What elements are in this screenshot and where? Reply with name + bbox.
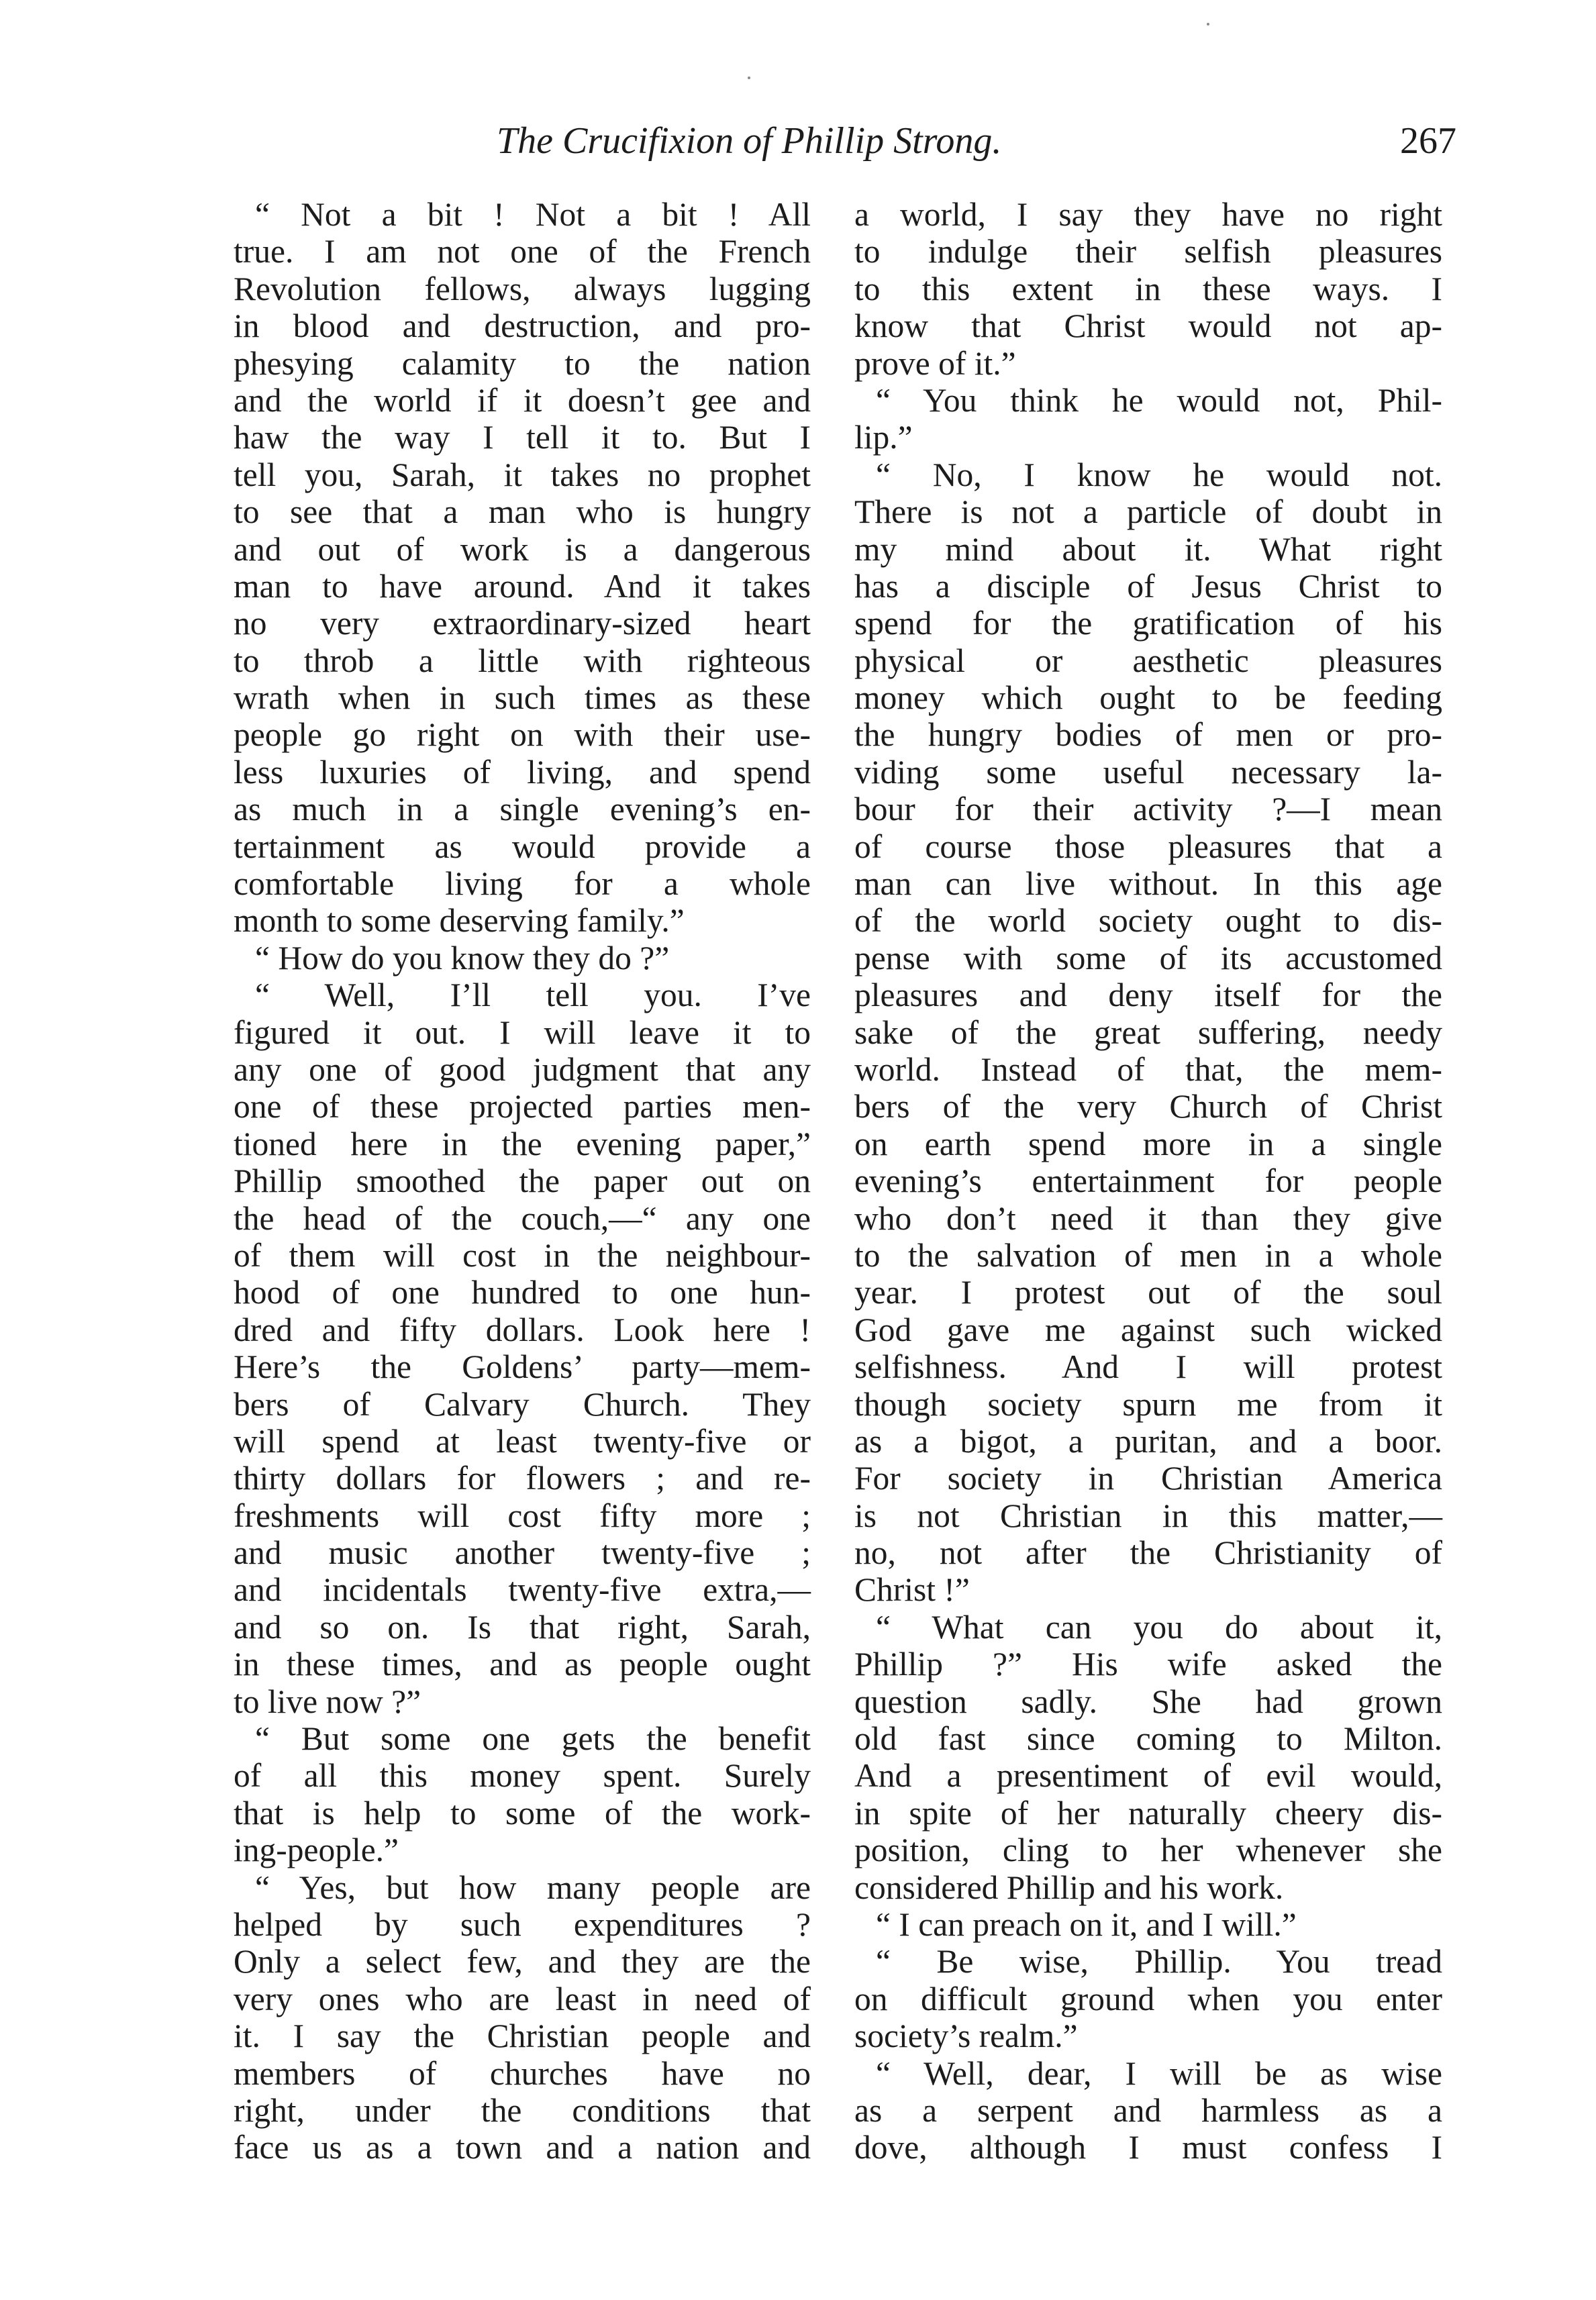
text-line: Christ !” bbox=[854, 1571, 970, 1609]
text-line: There is not a particle of doubt in bbox=[854, 493, 1442, 531]
text-line: members of churches have no bbox=[234, 2054, 811, 2092]
text-line: wrath when in such times as these bbox=[234, 679, 811, 717]
text-line: any one of good judgment that any bbox=[234, 1050, 811, 1088]
text-line: “ What can you do about it, bbox=[876, 1608, 1442, 1646]
text-line: evening’s entertainment for people bbox=[854, 1162, 1442, 1200]
text-line: pense with some of its accustomed bbox=[854, 939, 1442, 977]
text-line: “ Well, dear, I will be as wise bbox=[876, 2054, 1442, 2092]
text-line: Revolution fellows, always lugging bbox=[234, 270, 811, 307]
text-line: is not Christian in this matter,— bbox=[854, 1497, 1442, 1534]
text-line: man to have around. And it takes bbox=[234, 567, 811, 605]
text-line: And a presentiment of evil would, bbox=[854, 1757, 1442, 1795]
text-line: know that Christ would not ap- bbox=[854, 307, 1442, 345]
text-line: in spite of her naturally cheery dis- bbox=[854, 1794, 1442, 1832]
text-line: ing-people.” bbox=[234, 1832, 399, 1869]
text-line: phesying calamity to the nation bbox=[234, 344, 811, 382]
text-line: old fast since coming to Milton. bbox=[854, 1720, 1442, 1758]
text-line: to this extent in these ways. I bbox=[854, 270, 1442, 307]
text-line: bers of the very Church of Christ bbox=[854, 1088, 1442, 1126]
text-line: on earth spend more in a single bbox=[854, 1125, 1442, 1162]
text-line: figured it out. I will leave it to bbox=[234, 1013, 811, 1051]
text-line: that is help to some of the work- bbox=[234, 1794, 811, 1832]
text-line: in these times, and as people ought bbox=[234, 1646, 811, 1683]
running-head bbox=[497, 114, 1456, 168]
print-speck bbox=[748, 77, 750, 79]
text-line: tioned here in the evening paper,” bbox=[234, 1125, 811, 1162]
text-line: and the world if it doesn’t gee and bbox=[234, 381, 811, 419]
text-line: haw the way I tell it to. But I bbox=[234, 419, 811, 456]
text-line: to throb a little with righteous bbox=[234, 642, 811, 679]
text-line: people go right on with their use- bbox=[234, 716, 811, 754]
text-line: my mind about it. What right bbox=[854, 530, 1442, 568]
text-line: the hungry bodies of men or pro- bbox=[854, 716, 1442, 754]
text-line: Here’s the Goldens’ party—mem- bbox=[234, 1348, 811, 1386]
text-line: “ But some one gets the benefit bbox=[255, 1720, 811, 1758]
page-number: 267 bbox=[1400, 120, 1456, 162]
text-line: the head of the couch,—“ any one bbox=[234, 1199, 811, 1237]
text-line: Phillip smoothed the paper out on bbox=[234, 1162, 811, 1200]
text-line: “ Yes, but how many people are bbox=[255, 1868, 811, 1906]
text-line: very ones who are least in need of bbox=[234, 1980, 811, 2017]
running-title: The Crucifixion of Phillip Strong. bbox=[497, 120, 1002, 162]
text-line: it. I say the Christian people and bbox=[234, 2017, 811, 2055]
text-line: and music another twenty-five ; bbox=[234, 1534, 811, 1572]
text-line: position, cling to her whenever she bbox=[854, 1832, 1442, 1869]
text-line: God gave me against such wicked bbox=[854, 1311, 1442, 1348]
text-line: money which ought to be feeding bbox=[854, 679, 1442, 717]
text-line: in blood and destruction, and pro- bbox=[234, 307, 811, 345]
text-line: tertainment as would provide a bbox=[234, 828, 811, 865]
text-line: society’s realm.” bbox=[854, 2017, 1078, 2055]
text-line: of course those pleasures that a bbox=[854, 828, 1442, 865]
text-line: considered Phillip and his work. bbox=[854, 1868, 1284, 1906]
text-line: who don’t need it than they give bbox=[854, 1199, 1442, 1237]
text-line: “ Not a bit ! Not a bit ! All bbox=[255, 196, 811, 233]
text-line: and so on. Is that right, Sarah, bbox=[234, 1608, 811, 1646]
text-line: pleasures and deny itself for the bbox=[854, 977, 1442, 1014]
text-line: has a disciple of Jesus Christ to bbox=[854, 567, 1442, 605]
text-line: to live now ?” bbox=[234, 1683, 421, 1720]
text-line: though society spurn me from it bbox=[854, 1385, 1442, 1423]
text-line: as much in a single evening’s en- bbox=[234, 791, 811, 828]
text-line: man can live without. In this age bbox=[854, 865, 1442, 903]
text-line: selfishness. And I will protest bbox=[854, 1348, 1442, 1386]
text-line: Only a select few, and they are the bbox=[234, 1943, 811, 1981]
text-line: viding some useful necessary la- bbox=[854, 753, 1442, 791]
text-line: “ How do you know they do ?” bbox=[255, 939, 670, 977]
text-line: “ Well, I’ll tell you. I’ve bbox=[255, 977, 811, 1014]
print-speck bbox=[1207, 23, 1209, 26]
text-line: of them will cost in the neighbour- bbox=[234, 1236, 811, 1274]
text-line: physical or aesthetic pleasures bbox=[854, 642, 1442, 679]
text-line: dred and fifty dollars. Look here ! bbox=[234, 1311, 811, 1348]
text-line: thirty dollars for flowers ; and re- bbox=[234, 1460, 811, 1497]
text-line: of the world society ought to dis- bbox=[854, 902, 1442, 940]
text-line: Phillip ?” His wife asked the bbox=[854, 1646, 1442, 1683]
text-line: one of these projected parties men- bbox=[234, 1088, 811, 1126]
text-line: will spend at least twenty-five or bbox=[234, 1422, 811, 1460]
text-line: freshments will cost fifty more ; bbox=[234, 1497, 811, 1534]
text-line: as a serpent and harmless as a bbox=[854, 2091, 1442, 2129]
text-line: “ No, I know he would not. bbox=[876, 456, 1442, 493]
text-line: to indulge their selfish pleasures bbox=[854, 233, 1442, 270]
text-line: question sadly. She had grown bbox=[854, 1683, 1442, 1720]
text-column-right bbox=[854, 196, 1442, 2166]
text-line: prove of it.” bbox=[854, 344, 1016, 382]
text-line: world. Instead of that, the mem- bbox=[854, 1050, 1442, 1088]
text-line: lip.” bbox=[854, 419, 913, 456]
text-line: to see that a man who is hungry bbox=[234, 493, 811, 531]
text-line: as a bigot, a puritan, and a boor. bbox=[854, 1422, 1442, 1460]
text-line: “ Be wise, Phillip. You tread bbox=[876, 1943, 1442, 1981]
text-line: of all this money spent. Surely bbox=[234, 1757, 811, 1795]
text-line: face us as a town and a nation and bbox=[234, 2129, 811, 2166]
text-line: spend for the gratification of his bbox=[854, 605, 1442, 642]
text-line: “ I can preach on it, and I will.” bbox=[876, 1905, 1297, 1943]
text-line: helped by such expenditures ? bbox=[234, 1905, 811, 1943]
text-line: and incidentals twenty-five extra,— bbox=[234, 1571, 811, 1609]
text-line: to the salvation of men in a whole bbox=[854, 1236, 1442, 1274]
text-line: hood of one hundred to one hun- bbox=[234, 1274, 811, 1311]
text-line: dove, although I must confess I bbox=[854, 2129, 1442, 2166]
text-line: and out of work is a dangerous bbox=[234, 530, 811, 568]
text-line: bers of Calvary Church. They bbox=[234, 1385, 811, 1423]
text-line: less luxuries of living, and spend bbox=[234, 753, 811, 791]
text-line: a world, I say they have no right bbox=[854, 196, 1442, 233]
text-line: bour for their activity ?—I mean bbox=[854, 791, 1442, 828]
text-line: true. I am not one of the French bbox=[234, 233, 811, 270]
text-column-left bbox=[234, 196, 811, 2166]
text-line: year. I protest out of the soul bbox=[854, 1274, 1442, 1311]
text-line: tell you, Sarah, it takes no prophet bbox=[234, 456, 811, 493]
text-line: “ You think he would not, Phil- bbox=[876, 381, 1442, 419]
text-line: sake of the great suffering, needy bbox=[854, 1013, 1442, 1051]
text-line: on difficult ground when you enter bbox=[854, 1980, 1442, 2017]
text-line: For society in Christian America bbox=[854, 1460, 1442, 1497]
text-line: right, under the conditions that bbox=[234, 2091, 811, 2129]
text-line: comfortable living for a whole bbox=[234, 865, 811, 903]
text-line: no, not after the Christianity of bbox=[854, 1534, 1442, 1572]
text-line: no very extraordinary-sized heart bbox=[234, 605, 811, 642]
text-line: month to some deserving family.” bbox=[234, 902, 685, 940]
